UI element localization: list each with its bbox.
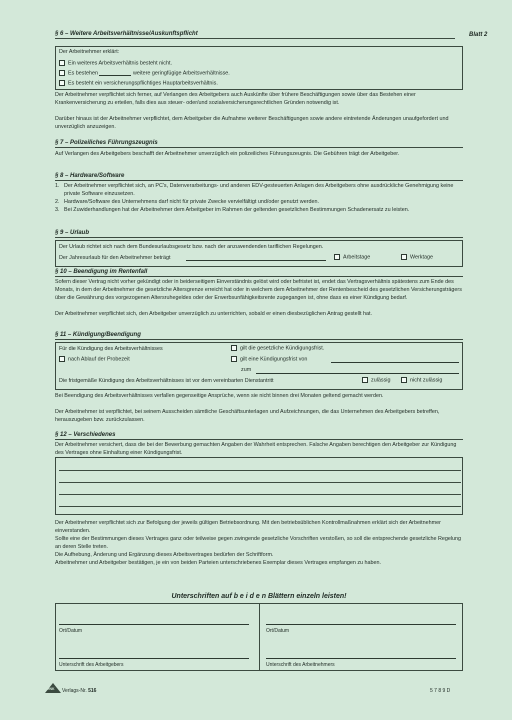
section-12-notes-box[interactable] xyxy=(55,457,463,515)
section-9-box xyxy=(55,240,463,267)
checkbox[interactable] xyxy=(231,356,237,362)
vacation-text: Der Urlaub richtet sich nach dem Bundesurlaubsgesetz bzw. nach der anzuwendenden tariflichen Regelungen. xyxy=(59,244,324,250)
list-item: 2. Hardware/Software des Unternehmens darf nicht für private Zwecke vervielfältigt und/oder genutzt werden. xyxy=(55,199,319,205)
form-code: 5 7 8 9 D xyxy=(430,688,451,694)
checkbox[interactable] xyxy=(231,345,237,351)
section-6-paragraph-1: Der Arbeitnehmer verpflichtet sich ferner, auf Verlangen des Arbeitgebers auch Auskünfte über frühere Beschäftigungen sowie über das Bestehen einer Krankenversicherung zu erteilen, falls dies aus steuer- oder/und sozialversicherungsrechtlichen Gründen notwendig ist. xyxy=(55,92,416,106)
option-own-notice[interactable]: gilt eine Kündigungsfrist von xyxy=(231,356,307,362)
section-10-title: § 10 – Beendigung im Rentenfall xyxy=(55,269,463,277)
notice-date-field[interactable] xyxy=(256,368,459,374)
section-12-paragraph-1: Der Arbeitnehmer versichert, dass die bei der Bewerbung gemachten Angaben der Wahrheit entsprechen. Falsche Angaben berechtigen den Arbeitgeber zur Kündigung des Vertrages ohne Einhaltung einer Kündigungsfrist. xyxy=(55,442,457,456)
checkbox[interactable] xyxy=(59,70,65,76)
notice-period-field[interactable] xyxy=(331,357,459,363)
note-line[interactable] xyxy=(59,482,461,483)
section-8-list xyxy=(55,182,463,214)
section-6-paragraph-2: Darüber hinaus ist der Arbeitnehmer verpflichtet, dem Arbeitgeber die Aufnahme weiterer Beschäftigungen sowie andere eintretende Änderungen unaufgefordert und unverzüglich anzuzeigen. xyxy=(55,116,449,130)
notice-label: Für die Kündigung des Arbeitsverhältnisses xyxy=(59,346,163,352)
employer-signature-label: Unterschrift des Arbeitgebers xyxy=(59,662,124,668)
section-12-paragraph-5: Arbeitnehmer und Arbeitgeber bestätigen, je ein von beiden Parteien unterschriebenes Exemplar dieses Vertrages empfangen zu haben. xyxy=(55,560,382,566)
section-7-paragraph: Auf Verlangen des Arbeitgebers beschafft der Arbeitnehmer unverzüglich ein polizeiliches Führungszeugnis. Die Gebühren trägt der Arbeitgeber. xyxy=(55,151,400,157)
count-field[interactable] xyxy=(99,70,131,76)
form-number: Verlags-Nr. 516 xyxy=(62,688,97,694)
section-7-title: § 7 – Polizeiliches Führungszeugnis xyxy=(55,140,463,148)
checkbox[interactable] xyxy=(401,254,407,260)
publisher-logo-icon: RNK xyxy=(45,683,61,693)
divider xyxy=(259,604,260,670)
note-line[interactable] xyxy=(59,494,461,495)
section-12-paragraph-4: Die Aufhebung, Änderung und Ergänzung dieses Arbeitsvertrages bedürfen der Schriftform. xyxy=(55,552,274,558)
place-date-left-line[interactable] xyxy=(59,624,249,625)
list-item: 3. Bei Zuwiderhandlungen hat der Arbeitnehmer dem Arbeitgeber im Rahmen der geltenden gesetzlichen Bestimmungen Schadenersatz zu leisten. xyxy=(55,207,410,213)
notice-date-label: zum xyxy=(241,367,252,373)
option-legal-notice[interactable]: gilt die gesetzliche Kündigungsfrist. xyxy=(231,345,324,351)
option-not-allowed[interactable]: nicht zulässig xyxy=(401,377,442,383)
place-date-left-label: Ort/Datum xyxy=(59,628,83,634)
checkbox[interactable] xyxy=(59,60,65,66)
option-weekdays[interactable]: Werktage xyxy=(401,254,433,260)
vacation-days-label: Der Jahresurlaub für den Arbeitnehmer beträgt xyxy=(59,255,171,261)
list-item: 1. Der Arbeitnehmer verpflichtet sich, an PC's, Datenverarbeitungs- und anderen EDV-gesteuerten Anlagen des Arbeitgebers ohne ausdrückliche Genehmigung keine private Software einzusetzen. xyxy=(55,183,454,197)
section-6-declaration-box xyxy=(55,46,463,90)
note-line[interactable] xyxy=(59,506,461,507)
employee-signature-label: Unterschrift des Arbeitnehmers xyxy=(266,662,335,668)
sheet-number: Blatt 2 xyxy=(469,32,488,38)
notice-before-start-text: Die fristgemäße Kündigung des Arbeitsverhältnisses ist vor dem vereinbarten Dienstantritt xyxy=(59,378,274,384)
section-6-title: § 6 – Weitere Arbeitsverhältnisse/Auskunftspflicht xyxy=(55,31,455,39)
vacation-days-field[interactable] xyxy=(186,255,326,261)
option-allowed[interactable]: zulässig xyxy=(362,377,390,383)
section-11-box xyxy=(55,342,463,390)
section-8-title: § 8 – Hardware/Software xyxy=(55,173,463,181)
section-10-paragraph-2: Der Arbeitnehmer verpflichtet sich, den Arbeitgeber unverzüglich zu unterrichten, sobald er einen diesbezüglichen Antrag gestellt hat. xyxy=(55,311,373,317)
checkbox[interactable] xyxy=(59,80,65,86)
option-minor-employments[interactable]: Es bestehen weitere geringfügige Arbeitsverhältnisse. xyxy=(59,70,230,76)
option-main-employment[interactable]: Es besteht ein versicherungspflichtiges Hauptarbeitsverhältnis. xyxy=(59,80,218,86)
employer-signature-line[interactable] xyxy=(59,658,249,659)
option-after-probation[interactable]: nach Ablauf der Probezeit xyxy=(59,356,130,362)
checkbox[interactable] xyxy=(401,377,407,383)
place-date-right-line[interactable] xyxy=(266,624,456,625)
section-12-title: § 12 – Verschiedenes xyxy=(55,432,463,440)
section-9-title: § 9 – Urlaub xyxy=(55,230,463,238)
checkbox[interactable] xyxy=(59,356,65,362)
section-12-paragraph-3: Sollte eine der Bestimmungen dieses Vertrages ganz oder teilweise gegen zwingende gesetzliche Vorschriften verstoßen, so soll die entsprechende gesetzliche Regelung an deren Stelle treten. xyxy=(55,536,462,550)
employee-signature-line[interactable] xyxy=(266,658,456,659)
note-line[interactable] xyxy=(59,470,461,471)
section-12-paragraph-2: Der Arbeitnehmer verpflichtet sich zur Befolgung der jeweils gültigen Betriebsordnung. Mit den betriebsüblichen Kontrollmaßnahmen erklärt sich der Arbeitnehmer einverstanden. xyxy=(55,520,441,534)
section-11-title: § 11 – Kündigung/Beendigung xyxy=(55,332,463,340)
section-10-paragraph-1: Sofern dieser Vertrag nicht vorher gekündigt oder in beiderseitigem Einverständnis gelöst wird oder befristet ist, endet das Vertragsverhältnis spätestens zum Ende des Monats, in dem der Arbeitnehmer die gesetzliche Altersgrenze erreicht hat oder in welchem dem Arbeitnehmer der Rentenbescheid des gesetzlichen Versicherungsträgers über die Gewährung des vorgezogenen Altersruhegeldes oder der Erwerbsunfähigkeitsrente zugegangen ist, ohne dass es einer Kündigung bedarf. xyxy=(55,279,462,301)
signature-box xyxy=(55,603,463,671)
signature-instruction: Unterschriften auf b e i d e n Blättern einzeln leisten! xyxy=(171,593,347,600)
option-no-other-employment[interactable]: Ein weiteres Arbeitsverhältnis besteht nicht. xyxy=(59,60,172,66)
declaration-label: Der Arbeitnehmer erklärt: xyxy=(59,49,120,55)
checkbox[interactable] xyxy=(334,254,340,260)
checkbox[interactable] xyxy=(362,377,368,383)
section-11-paragraph-1: Bei Beendigung des Arbeitsverhältnisses verfallen gegenseitige Ansprüche, wenn sie nicht binnen drei Monaten geltend gemacht werden. xyxy=(55,393,384,399)
place-date-right-label: Ort/Datum xyxy=(266,628,290,634)
section-11-paragraph-2: Der Arbeitnehmer ist verpflichtet, bei seinem Ausscheiden sämtliche Geschäftsunterlagen und Aufzeichnungen, die das Unternehmen des Arbeitgebers betreffen, herauszugeben bzw. zurückzulassen. xyxy=(55,409,440,423)
option-working-days[interactable]: Arbeitstage xyxy=(334,254,370,260)
